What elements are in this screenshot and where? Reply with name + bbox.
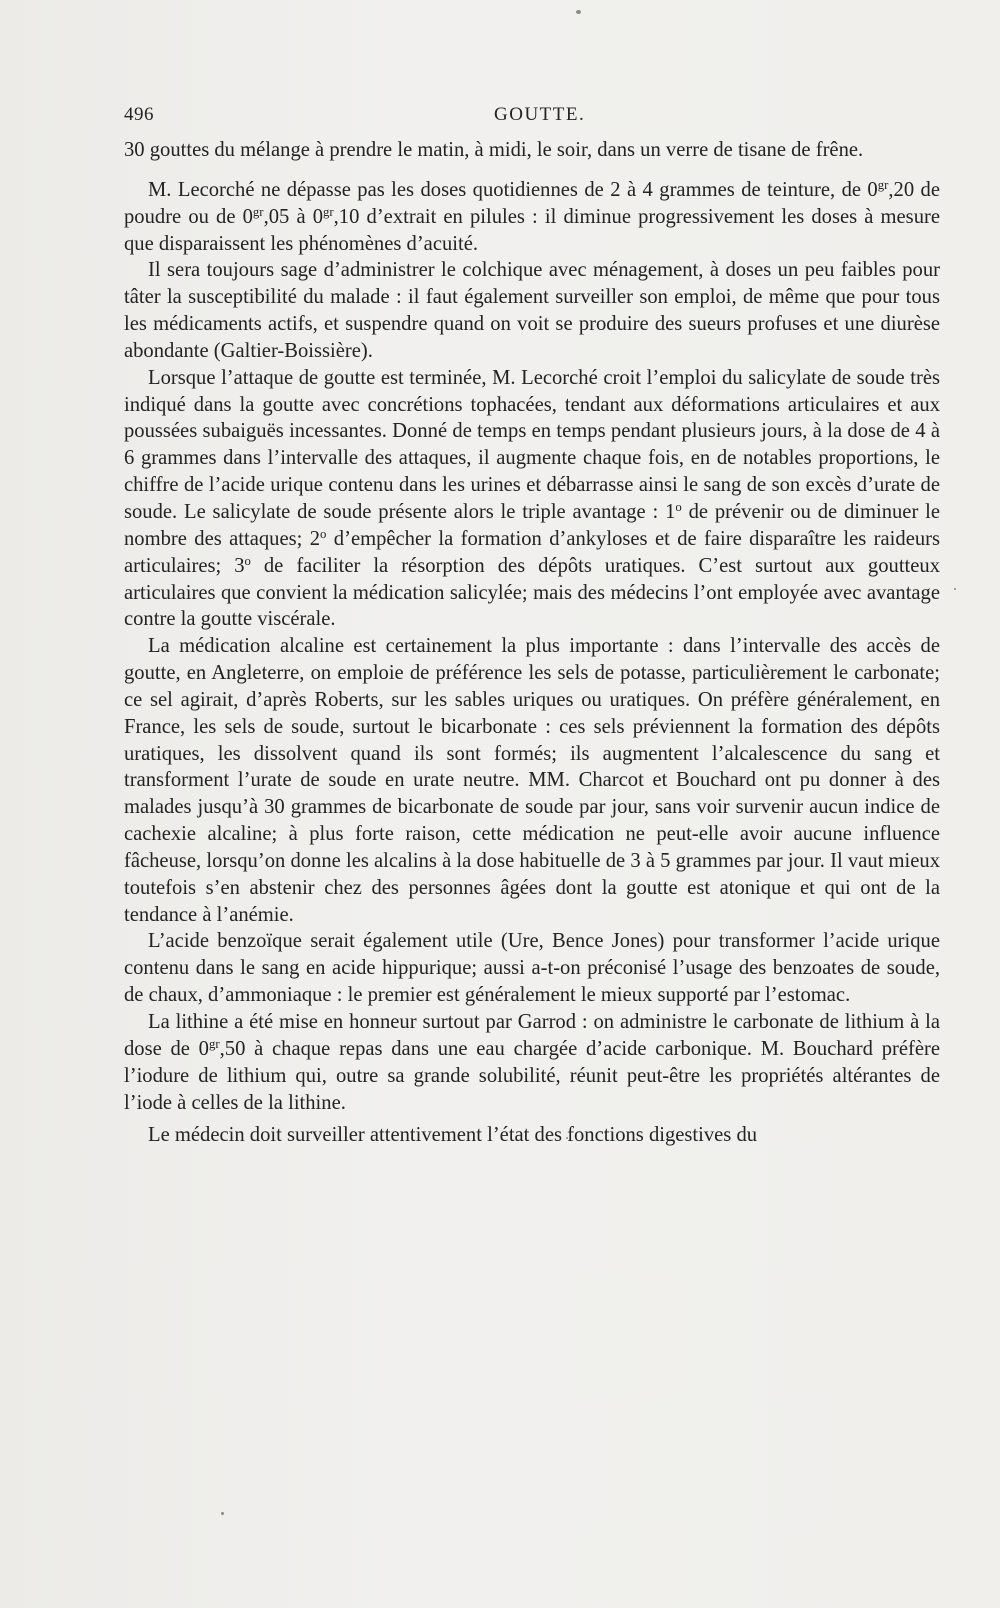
text-run: ,05 à 0 [263,205,324,228]
body-text [124,137,940,1149]
ink-speck [576,10,581,14]
paragraph [124,928,940,1009]
superscript: gr [252,204,264,219]
text-run: ,20 de poudre ou de 0 [124,178,940,228]
text-run: 30 gouttes du mélange à prendre le matin, à midi, le soir, dans un verre de tisane de frêne. [124,139,864,161]
paragraph [124,257,940,364]
superscript: o [675,499,682,514]
superscript: o [320,526,327,541]
paragraph [124,1122,940,1149]
page-number: 496 [124,104,154,125]
text-run: ,50 à chaque repas dans une eau chargée d’acide carbonique. M. Bouchard préfère l’iodure de lithium qui, outre sa grande solubilité, réunit peut-être les propriétés altérantes de l’iode à celles de la lithine. [124,1037,941,1114]
paragraph [124,137,940,164]
text-run: La lithine a été mise en honneur surtout par Garrod : on administre le carbonate de lithium à la dose de 0 [124,1011,940,1060]
ink-speck [954,588,956,590]
running-title: GOUTTE. [494,104,586,125]
superscript: gr [208,1036,220,1051]
text-run: Il sera toujours sage d’administrer le colchique avec ménagement, à doses un peu faibles pour tâter la susceptibilité du malade : il faut également surveiller son emploi, de même que pour tous les médicaments actifs, et suspendre quand on voit se produire des sueurs profuses et une diurèse abondante (Galtier-Boissière). [124,259,940,362]
paragraph [124,1009,940,1116]
ink-speck [221,1512,224,1515]
text-run: L’acide benzoïque serait également utile (Ure, Bence Jones) pour transformer l’acide urique contenu dans le sang en acide hippurique; aussi a-t-on préconisé l’usage des benzoates de soude, de chaux, d’ammoniaque : le premier est généralement le mieux supporté par l’estomac. [124,930,940,1007]
superscript: gr [877,177,889,192]
text-run: Le médecin doit surveiller attentivement l’état des fonctions digestives du [148,1124,758,1147]
paragraph [124,633,940,928]
running-head [124,104,940,130]
text-run: de faciliter la résorption des dépôts uratiques. C’est surtout aux goutteux articulaires que convient la médication salicylée; mais des médecins l’ont employée avec avantage contre la goutte viscérale. [124,554,940,631]
paragraph [124,365,940,633]
text-run: Lorsque l’attaque de goutte est terminée, M. Lecorché croit l’emploi du salicylate de soude très indiqué dans la goutte avec concrétions tophacées, tendant aux déformations articulaires et aux poussées subaiguës incessantes. Donné de temps en temps pendant plusieurs jours, à la dose de 4 à 6 grammes dans l’intervalle des attaques, il augmente chaque fois, en de notables proportions, le chiffre de l’acide urique contenu dans les urines et débarrasse ainsi le sang de son excès d’urate de soude. Le salicylate de soude présente alors le triple avantage : 1 [124,366,940,523]
paragraph [124,177,940,258]
text-run: de prévenir ou de diminuer le nombre des attaques; 2 [124,500,940,550]
text-run: d’empêcher la formation d’ankyloses et de faire disparaître les raideurs articulaires; 3 [124,527,941,577]
superscript: o [244,553,251,568]
superscript: gr [323,204,334,219]
text-run: ,10 d’extrait en pilules : il diminue progressivement les doses à mesure que disparaissent les phénomènes d’acuité. [124,205,940,255]
text-run: La médication alcaline est certainement la plus importante : dans l’intervalle des accès de goutte, en Angleterre, on emploie de préférence les sels de potasse, particulièrement le carbonate; ce sel agirait, d’après Roberts, sur les sables uriques ou uratiques. On préfère généralement, en France, les sels de soude, surtout le bicarbonate : ces sels préviennent la formation des dépôts uratiques, les dissolvent quand ils sont formés; ils augmentent l’alcalescence du sang et transforment l’urate de soude en urate neutre. MM. Charcot et Bouchard ont pu donner à des malades jusqu’à 30 grammes de bicarbonate de soude par jour, sans voir survenir aucun indice de cachexie alcaline; à plus forte raison, cette médication ne peut-elle avoir aucune influence fâcheuse, lorsqu’on donne les alcalins à la dose habituelle de 3 à 5 grammes par jour. Il vaut mieux toutefois s’en abstenir chez des personnes âgées dont la goutte est atonique et qui ont de la tendance à l’anémie. [124,635,940,926]
text-run: M. Lecorché ne dépasse pas les doses quotidiennes de 2 à 4 grammes de teinture, de 0 [148,178,878,201]
